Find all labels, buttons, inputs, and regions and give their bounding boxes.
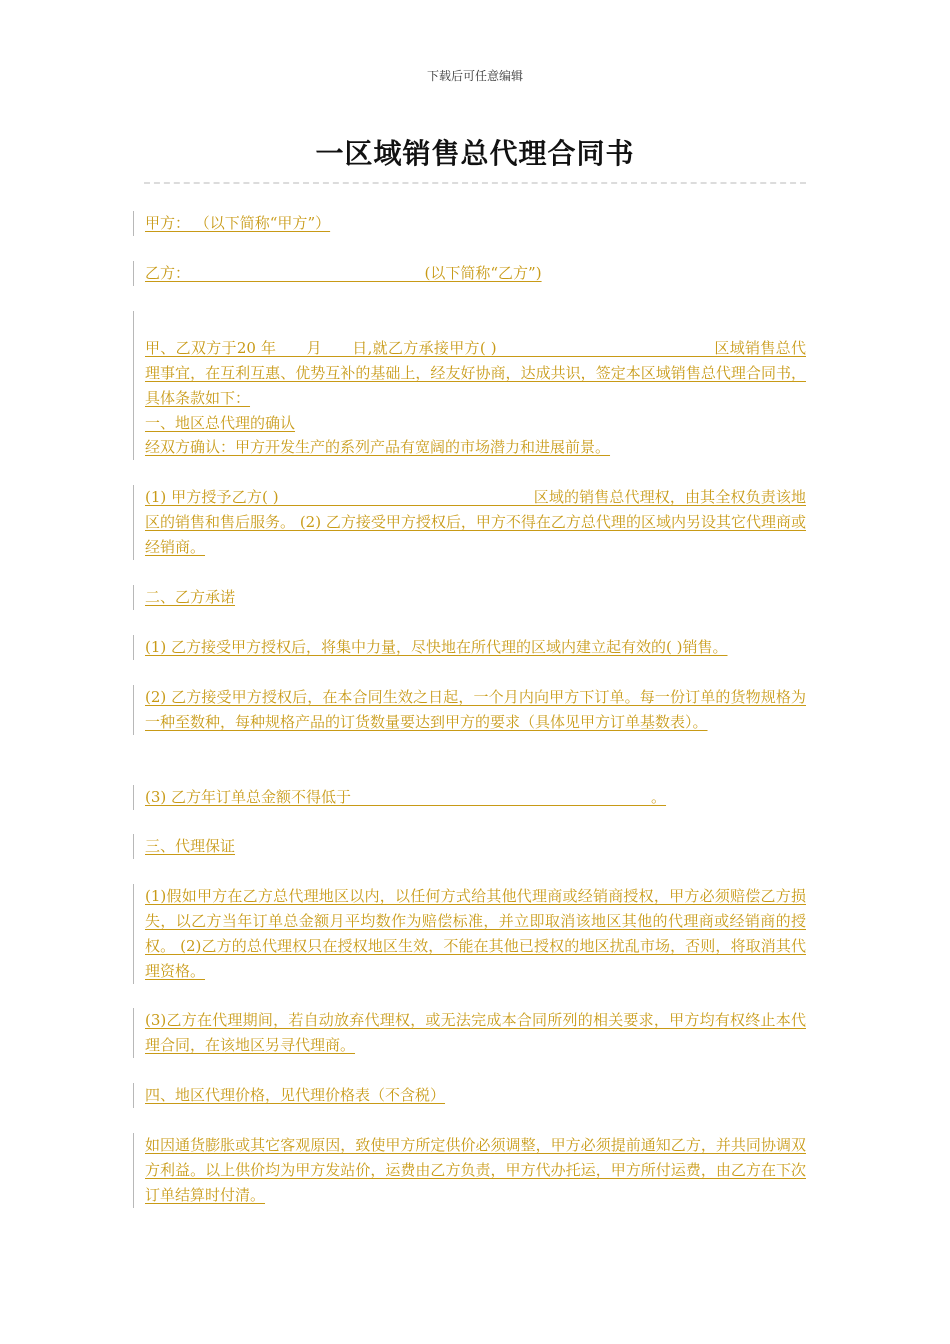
clause-3-3-paragraph: [133, 1008, 806, 1058]
title-divider: [144, 182, 806, 184]
section-3-heading-text: 三、代理保证: [145, 837, 236, 855]
clause-3-1-paragraph: [133, 884, 806, 984]
party-b-line: [133, 261, 806, 286]
clause-1-paragraph: [133, 485, 806, 560]
clause-3-3-text: (3)乙方在代理期间，若自动放弃代理权，或无法完成本合同所列的相关要求，甲方均有权终止本代理合同，在该地区另寻代理商。: [145, 1011, 806, 1054]
section-2-heading: [133, 585, 806, 610]
price-adjustment-paragraph: [133, 1133, 806, 1208]
party-b-text: 乙方： ______________________________ (以下简称“乙方”): [145, 264, 542, 282]
clause-2-2-paragraph: [133, 685, 806, 735]
clause-2-3-paragraph: [133, 785, 806, 810]
price-adjustment-text: 如因通货膨胀或其它客观原因，致使甲方所定供价必须调整，甲方必须提前通知乙方，并共同协调双方利益。以上供价均为甲方发站价，运费由乙方负责，甲方代办托运，甲方所付运费，由乙方在下次订单结算时付清。: [145, 1136, 806, 1204]
clause-3-1-text: (1)假如甲方在乙方总代理地区以内，以任何方式给其他代理商或经销商授权，甲方必须赔偿乙方损失，以乙方当年订单总金额月平均数作为赔偿标准，并立即取消该地区其他的代理商或经销商的授权。 (2)乙方的总代理权只在授权地区生效，不能在其他已授权的地区扰乱市场，否则，将取消其代理资格。: [145, 887, 806, 980]
preamble-paragraph: [133, 311, 806, 436]
confirmation-paragraph: [133, 435, 806, 460]
clause-1-text: (1) 甲方授予乙方( )__________________________________区域的销售总代理权，由其全权负责该地区的销售和售后服务。 (2) 乙方接受甲方授权后，甲方不得在乙方总代理的区域内另设其它代理商或经销商。: [145, 488, 806, 556]
header-note: 下载后可任意编辑: [426, 69, 523, 83]
party-a-line: [133, 211, 806, 236]
document-title: 一区域销售总代理合同书: [315, 137, 635, 170]
section-2-heading-text: 二、乙方承诺: [145, 588, 236, 606]
section-4-heading-text: 四、地区代理价格，见代理价格表（不含税）: [145, 1086, 446, 1104]
confirmation-text: 经双方确认：甲方开发生产的系列产品有宽阔的市场潜力和进展前景。: [145, 438, 611, 456]
preamble-text: 甲、乙双方于20 年____月____日,就乙方承接甲方( )_____________________________区域销售总代理事宜，在互利互惠、优势互补的基础上，经友好协商，达成共识，签定本区域销售总代理合同书，具体条款如下： 一、地区总代理的确认: [145, 339, 806, 432]
clause-2-3-text: (3) 乙方年订单总金额不得低于________________________________________。: [145, 788, 667, 806]
clause-2-2-text: (2) 乙方接受甲方授权后，在本合同生效之日起，一个月内向甲方下订单。每一份订单的货物规格为一种至数种，每种规格产品的订货数量要达到甲方的要求（具体见甲方订单基数表）。: [145, 688, 806, 731]
clause-2-1-paragraph: [133, 635, 806, 660]
section-3-heading: [133, 834, 806, 859]
section-4-heading: [133, 1083, 806, 1108]
party-a-text: 甲方： （以下简称“甲方”）: [145, 214, 331, 232]
clause-2-1-text: (1) 乙方接受甲方授权后，将集中力量，尽快地在所代理的区域内建立起有效的( )销售。: [145, 638, 728, 656]
